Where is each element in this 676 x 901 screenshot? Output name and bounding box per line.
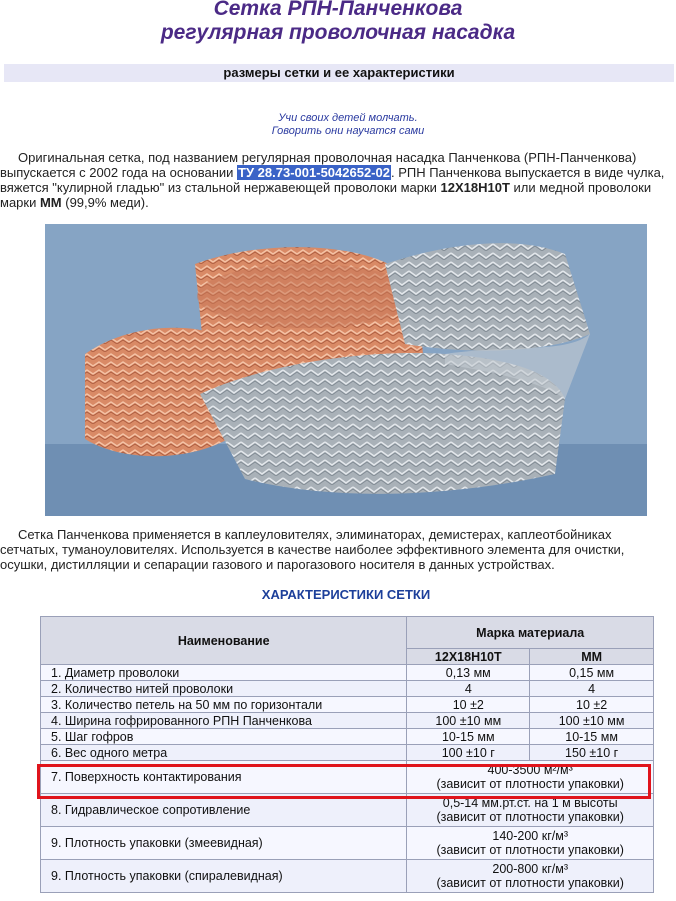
product-photo [45, 224, 647, 516]
row-name: 3. Количество петель на 50 мм по горизонтали [41, 697, 407, 713]
header-name: Наименование [41, 617, 407, 665]
value-line-2: (зависит от плотности упаковки) [436, 876, 624, 890]
intro-part-3: или медной проволоки марки [0, 180, 652, 210]
row-name: 6. Вес одного метра [41, 745, 407, 761]
row-value-2: 0,15 мм [530, 665, 654, 681]
subtitle-bar: размеры сетки и ее характеристики [4, 64, 674, 82]
standard-link[interactable]: ТУ 28.73-001-5042652-02 [238, 165, 390, 180]
intro-part-4: (99,9% меди). [61, 195, 149, 210]
table-row [41, 697, 654, 713]
row-value-1: 100 ±10 мм [407, 713, 530, 729]
row-value-2: 10-15 мм [530, 729, 654, 745]
row-value-1: 0,13 мм [407, 665, 530, 681]
row-value-2: 100 ±10 мм [530, 713, 654, 729]
title-line-2: регулярная проволочная насадка [160, 21, 516, 44]
table-row [41, 729, 654, 745]
value-line-1: 0,5-14 мм.рт.ст. на 1 м высоты [442, 796, 618, 810]
row-value-2: 150 ±10 г [530, 745, 654, 761]
highlight-box [37, 764, 651, 799]
row-name: 4. Ширина гофрированного РПН Панченкова [41, 713, 407, 729]
row-value-1: 100 ±10 г [407, 745, 530, 761]
header-material: Марка материала [407, 617, 654, 649]
intro-part-2: . РПН Панченкова выпускается в виде чулка, вяжется "кулирной гладью" из стальной нержавеющей проволоки марки [0, 165, 665, 195]
intro-part-1: Оригинальная сетка, под названием регулярная проволочная насадка Панченкова (РПН-Панченкова) выпускается с 2002 года на основании [0, 150, 637, 180]
value-line-2: (зависит от плотности упаковки) [436, 810, 624, 824]
row-value-1: 10-15 мм [407, 729, 530, 745]
table-row [41, 713, 654, 729]
usage-paragraph [0, 527, 672, 572]
row-name: 8. Гидравлическое сопротивление [41, 794, 407, 827]
table-row [41, 745, 654, 761]
value-line-1: 200-800 кг/м³ [492, 862, 568, 876]
value-line-1: 140-200 кг/м³ [492, 829, 568, 843]
row-name: 9. Плотность упаковки (спиралевидная) [41, 860, 407, 893]
epigraph-line-2: Говорить они научатся сами [271, 125, 425, 137]
row-name: 5. Шаг гофров [41, 729, 407, 745]
table-row [41, 860, 654, 893]
epigraph-line-1: Учи своих детей молчать. [278, 112, 418, 124]
table-row [41, 827, 654, 860]
copper-grade: ММ [39, 195, 62, 210]
row-merged-value [407, 827, 654, 860]
row-name: 1. Диаметр проволоки [41, 665, 407, 681]
row-merged-value [407, 860, 654, 893]
table-row [41, 681, 654, 697]
steel-grade: 12Х18Н10Т [440, 180, 510, 195]
row-value-1: 10 ±2 [407, 697, 530, 713]
row-name: 2. Количество нитей проволоки [41, 681, 407, 697]
title-line-1: Сетка РПН-Панченкова [213, 0, 463, 20]
row-value-2: 10 ±2 [530, 697, 654, 713]
row-value-2: 4 [530, 681, 654, 697]
value-line-1: 400-3500 м²/м³ [487, 763, 573, 777]
row-name: 9. Плотность упаковки (змеевидная) [41, 827, 407, 860]
header-material-1: 12Х18Н10Т [407, 649, 530, 665]
value-line-2: (зависит от плотности упаковки) [436, 843, 624, 857]
specs-table [40, 616, 654, 893]
value-line-2: (зависит от плотности упаковки) [436, 777, 624, 791]
page-title [0, 0, 676, 45]
header-material-2: ММ [530, 649, 654, 665]
usage-text: Сетка Панченкова применяется в каплеуловителях, элиминаторах, демистерах, каплеотбойниках сетчатых, туманоуловителях. Используется в качестве наиболее эффективного элемента для очистки, осушки, дистилляции и сепарации газового и парогазового носителя в данных устройствах. [0, 527, 625, 572]
row-name: 7. Поверхность контактирования [41, 761, 407, 794]
row-value-1: 4 [407, 681, 530, 697]
table-header-row [41, 617, 654, 649]
intro-paragraph [0, 150, 672, 210]
mesh-rolls-illustration [45, 224, 647, 516]
table-row [41, 665, 654, 681]
section-title: ХАРАКТЕРИСТИКИ СЕТКИ [261, 587, 431, 602]
epigraph [0, 112, 676, 138]
